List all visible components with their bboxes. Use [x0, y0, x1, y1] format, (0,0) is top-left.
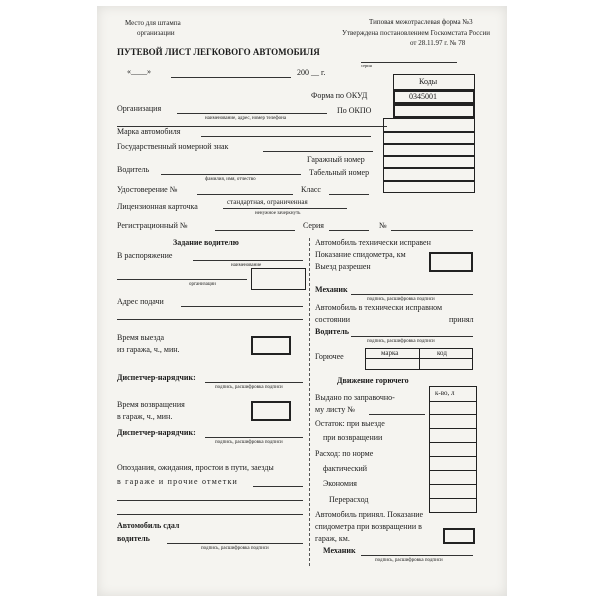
codes-header: Коды: [419, 77, 438, 86]
driver-accept-line[interactable]: [351, 336, 473, 337]
accept2-label: Автомобиль принял. Показание: [315, 510, 424, 519]
remaining-depart-label: Остаток: при выезде: [315, 419, 385, 428]
organization-label: Организация: [117, 104, 162, 113]
remaining-return-label: при возвращении: [323, 433, 383, 442]
stamp-org-label: организации: [137, 29, 175, 37]
accept2-label-3: гараж, км.: [315, 534, 350, 543]
fuel-move-title: Движение горючего: [337, 376, 409, 385]
mechanic-hint-1: подпись, расшифровка подписи: [367, 297, 435, 302]
driver-accept-label: Водитель: [315, 327, 349, 336]
waybill-form: [97, 6, 507, 596]
driver-accept-hint: подпись, расшифровка подписи: [367, 339, 435, 344]
tech-ok-label: Автомобиль технически исправен: [315, 238, 431, 247]
car-brand-label: Марка автомобиля: [117, 127, 181, 136]
qty-row-line: [429, 498, 477, 499]
lic-card-hint: ненужное зачеркнуть: [255, 211, 301, 216]
odometer-box[interactable]: [429, 252, 473, 272]
driver-line[interactable]: [161, 174, 301, 175]
mechanic-line-1[interactable]: [351, 294, 473, 295]
okud-value: 0345001: [409, 92, 437, 101]
column-divider: [309, 238, 310, 566]
license-label: Удостоверение №: [117, 185, 178, 194]
dispatcher-line-2[interactable]: [205, 437, 303, 438]
consumption-norm-label: Расход: по норме: [315, 449, 374, 458]
depart-time-label-2: из гаража, ч., мин.: [117, 345, 180, 354]
organization-hint: наименование, адрес, номер телефона: [205, 116, 287, 121]
return-time-label: Время возвращения: [117, 400, 185, 409]
delays-line-2[interactable]: [117, 500, 303, 501]
qty-row-line: [429, 442, 477, 443]
return-odometer-box[interactable]: [443, 528, 475, 544]
disposal-box[interactable]: [251, 268, 306, 290]
exit-allowed-label: Выезд разрешен: [315, 262, 371, 271]
handed-driver-label: водитель: [117, 534, 150, 543]
qty-row-line: [429, 470, 477, 471]
disposal-label: В распоряжение: [117, 251, 173, 260]
date-month-line[interactable]: [171, 77, 291, 78]
delays-line-3[interactable]: [117, 514, 303, 515]
address-line-2[interactable]: [117, 319, 303, 320]
disposal-name-hint: наименование: [231, 263, 262, 268]
approved-label: Утверждена постановлением Госкомстата России: [342, 29, 490, 37]
okud-label: Форма по ОКУД: [311, 91, 368, 100]
handed-label: Автомобиль сдал: [117, 521, 180, 530]
consumption-actual-label: фактический: [323, 464, 368, 473]
garage-no-cell[interactable]: [383, 156, 475, 168]
accept2-label-2: спидометра при возвращении в: [315, 522, 422, 531]
dispatcher-hint-1: подпись, расшифровка подписи: [215, 385, 283, 390]
stamp-place-label: Место для штампа: [125, 19, 181, 27]
class-line[interactable]: [329, 194, 369, 195]
overuse-label: Перерасход: [329, 495, 369, 504]
dispatcher-hint-2: подпись, расшифровка подписи: [215, 440, 283, 445]
qty-row-line: [429, 414, 477, 415]
issued-label-2: му листу №: [315, 405, 355, 414]
delays-line-1[interactable]: [253, 486, 303, 487]
odometer-label: Показание спидометра, км: [315, 250, 406, 259]
series-line[interactable]: [361, 62, 457, 63]
date-day-field[interactable]: «____»: [127, 67, 151, 76]
address-label: Адрес подачи: [117, 297, 164, 306]
no-field-label: №: [379, 221, 387, 230]
lic-card-value: стандартная, ограниченная: [227, 198, 308, 206]
series-field-label: Серия: [303, 221, 324, 230]
garage-no-label: Гаражный номер: [307, 155, 365, 164]
date-year-label: 200 __ г.: [297, 68, 326, 77]
no-field-line[interactable]: [391, 230, 473, 231]
fuel-mark-header: марка: [381, 349, 399, 357]
qty-column: [429, 401, 477, 513]
issued-line[interactable]: [369, 414, 425, 415]
organization-line[interactable]: [177, 113, 327, 114]
fuel-code-header: код: [437, 349, 447, 357]
car-brand-line[interactable]: [201, 136, 371, 137]
lic-card-line[interactable]: [223, 208, 347, 209]
qty-row-line: [429, 484, 477, 485]
mechanic-label-1: Механик: [315, 285, 348, 294]
accepted-label-2: состоянии: [315, 315, 351, 324]
dispatcher-line-1[interactable]: [205, 382, 303, 383]
return-time-box[interactable]: [251, 401, 291, 421]
mechanic-label-2: Механик: [323, 546, 356, 555]
reg-no-label: Регистрационный №: [117, 221, 188, 230]
accepted-label-3: принял: [449, 315, 474, 324]
tab-no-label: Табельный номер: [309, 168, 370, 177]
okpo-extra-cell[interactable]: [383, 118, 475, 132]
qty-header: к-во, л: [435, 389, 455, 397]
disposal-line[interactable]: [193, 260, 303, 261]
tab-no-cell[interactable]: [383, 168, 475, 181]
reg-plate-label: Государственный номерной знак: [117, 142, 229, 151]
dispatcher-label-2: Диспетчер-нарядчик:: [117, 428, 196, 437]
mechanic-line-2[interactable]: [361, 555, 473, 556]
class-label: Класс: [301, 185, 321, 194]
delays-label-2: в гараже и прочие отметки: [117, 477, 239, 486]
reg-plate-line[interactable]: [263, 151, 373, 152]
depart-time-label: Время выезда: [117, 333, 165, 342]
mechanic-hint-2: подпись, расшифровка подписи: [375, 558, 443, 563]
issued-label: Выдано по заправочно-: [315, 393, 395, 402]
reg-no-line[interactable]: [215, 230, 295, 231]
handed-hint: подпись, расшифровка подписи: [201, 546, 269, 551]
lic-card-label: Лицензионная карточка: [117, 202, 198, 211]
okpo-label: По ОКПО: [337, 106, 372, 115]
qty-row-line: [429, 428, 477, 429]
okpo-cell[interactable]: [393, 104, 475, 118]
reg-plate-cell[interactable]: [383, 144, 475, 156]
disposal-line-2[interactable]: [117, 279, 247, 280]
handed-line[interactable]: [167, 543, 303, 544]
return-time-label-2: в гараж, ч., мин.: [117, 412, 173, 421]
approval-date-label: от 28.11.97 г. № 78: [410, 39, 466, 47]
series-label: серия: [361, 63, 372, 68]
series-field-line[interactable]: [329, 230, 369, 231]
disposal-org-hint: организации: [189, 282, 216, 287]
fuel-label: Горючее: [315, 352, 344, 361]
task-title: Задание водителю: [173, 238, 239, 247]
address-line[interactable]: [181, 306, 303, 307]
license-cell[interactable]: [383, 181, 475, 193]
accepted-label: Автомобиль в технически исправном: [315, 303, 443, 312]
fuel-table-col: [419, 348, 420, 370]
form-title: ПУТЕВОЙ ЛИСТ ЛЕГКОВОГО АВТОМОБИЛЯ: [117, 47, 320, 57]
form-type-label: Типовая межотраслевая форма №3: [369, 18, 473, 26]
license-line[interactable]: [197, 194, 293, 195]
depart-time-box[interactable]: [251, 336, 291, 355]
dispatcher-label-1: Диспетчер-нарядчик:: [117, 373, 196, 382]
driver-label: Водитель: [117, 165, 150, 174]
delays-label: Опоздания, ожидания, простои в пути, заезды: [117, 463, 274, 472]
economy-label: Экономия: [323, 479, 357, 488]
driver-hint: фамилия, имя, отчество: [205, 177, 256, 182]
qty-row-line: [429, 456, 477, 457]
car-brand-cell[interactable]: [383, 132, 475, 144]
